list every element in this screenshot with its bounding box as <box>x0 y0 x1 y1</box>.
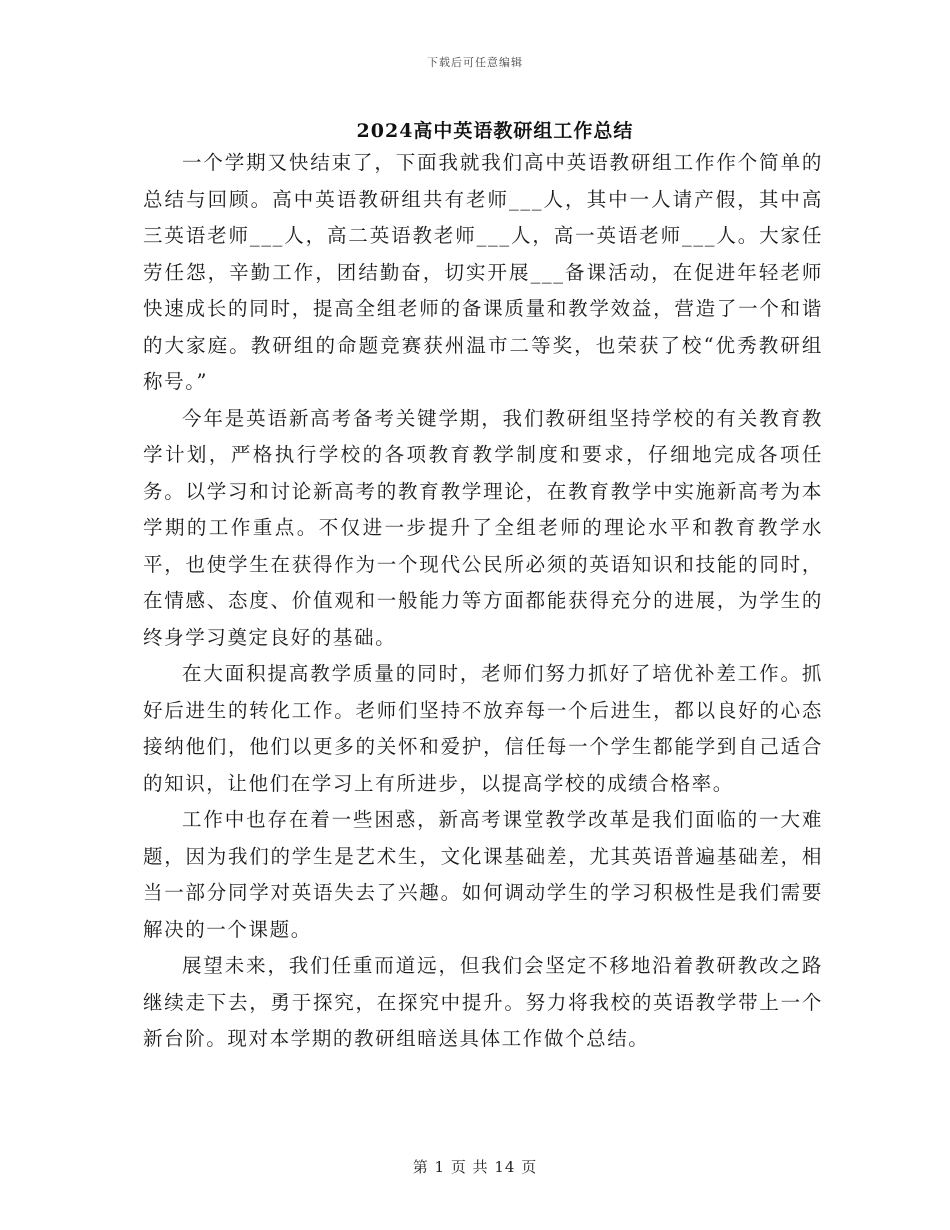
header-note: 下载后可任意编辑 <box>427 56 523 69</box>
paragraph-3: 在大面积提高教学质量的同时，老师们努力抓好了培优补差工作。抓好后进生的转化工作。老师们坚持不放弃每一个后进生，都以良好的心态接纳他们，他们以更多的关怀和爱护，信任每一个学生都能学到自己适合的知识，让他们在学习上有所进步，以提高学校的成绩合格率。 <box>143 662 823 795</box>
page-footer: 第 1 页 共 14 页 <box>412 1158 538 1176</box>
paragraph-2: 今年是英语新高考备考关键学期，我们教研组坚持学校的有关教育教学计划，严格执行学校的各项教育教学制度和要求，仔细地完成各项任务。以学习和讨论新高考的教育教学理论，在教育教学中实施新高考为本学期的工作重点。不仅进一步提升了全组老师的理论水平和教育教学水平，也使学生在获得作为一个现代公民所必须的英语知识和技能的同时，在情感、态度、价值观和一般能力等方面都能获得充分的进展，为学生的终身学习奠定良好的基础。 <box>143 406 823 649</box>
document-body <box>143 145 823 1058</box>
paragraph-4: 工作中也存在着一些困惑，新高考课堂教学改革是我们面临的一大难题，因为我们的学生是艺术生，文化课基础差，尤其英语普遍基础差，相当一部分同学对英语失去了兴趣。如何调动学生的学习积极性是我们需要解决的一个课题。 <box>143 808 823 941</box>
document-title: 2024高中英语教研组工作总结 <box>356 120 634 142</box>
paragraph-5: 展望未来，我们任重而道远，但我们会坚定不移地沿着教研教改之路继续走下去，勇于探究，在探究中提升。努力将我校的英语教学带上一个新台阶。现对本学期的教研组暗送具体工作做个总结。 <box>143 954 823 1050</box>
paragraph-1: 一个学期又快结束了，下面我就我们高中英语教研组工作作个简单的总结与回顾。高中英语教研组共有老师___人，其中一人请产假，其中高三英语老师___人，高二英语教老师___人，高一英语老师___人。大家任劳任怨，辛勤工作，团结勤奋，切实开展___备课活动，在促进年轻老师快速成长的同时，提高全组老师的备课质量和教学效益，营造了一个和谐的大家庭。教研组的命题竞赛获州温市二等奖，也荣获了校“优秀教研组称号。” <box>143 151 823 393</box>
